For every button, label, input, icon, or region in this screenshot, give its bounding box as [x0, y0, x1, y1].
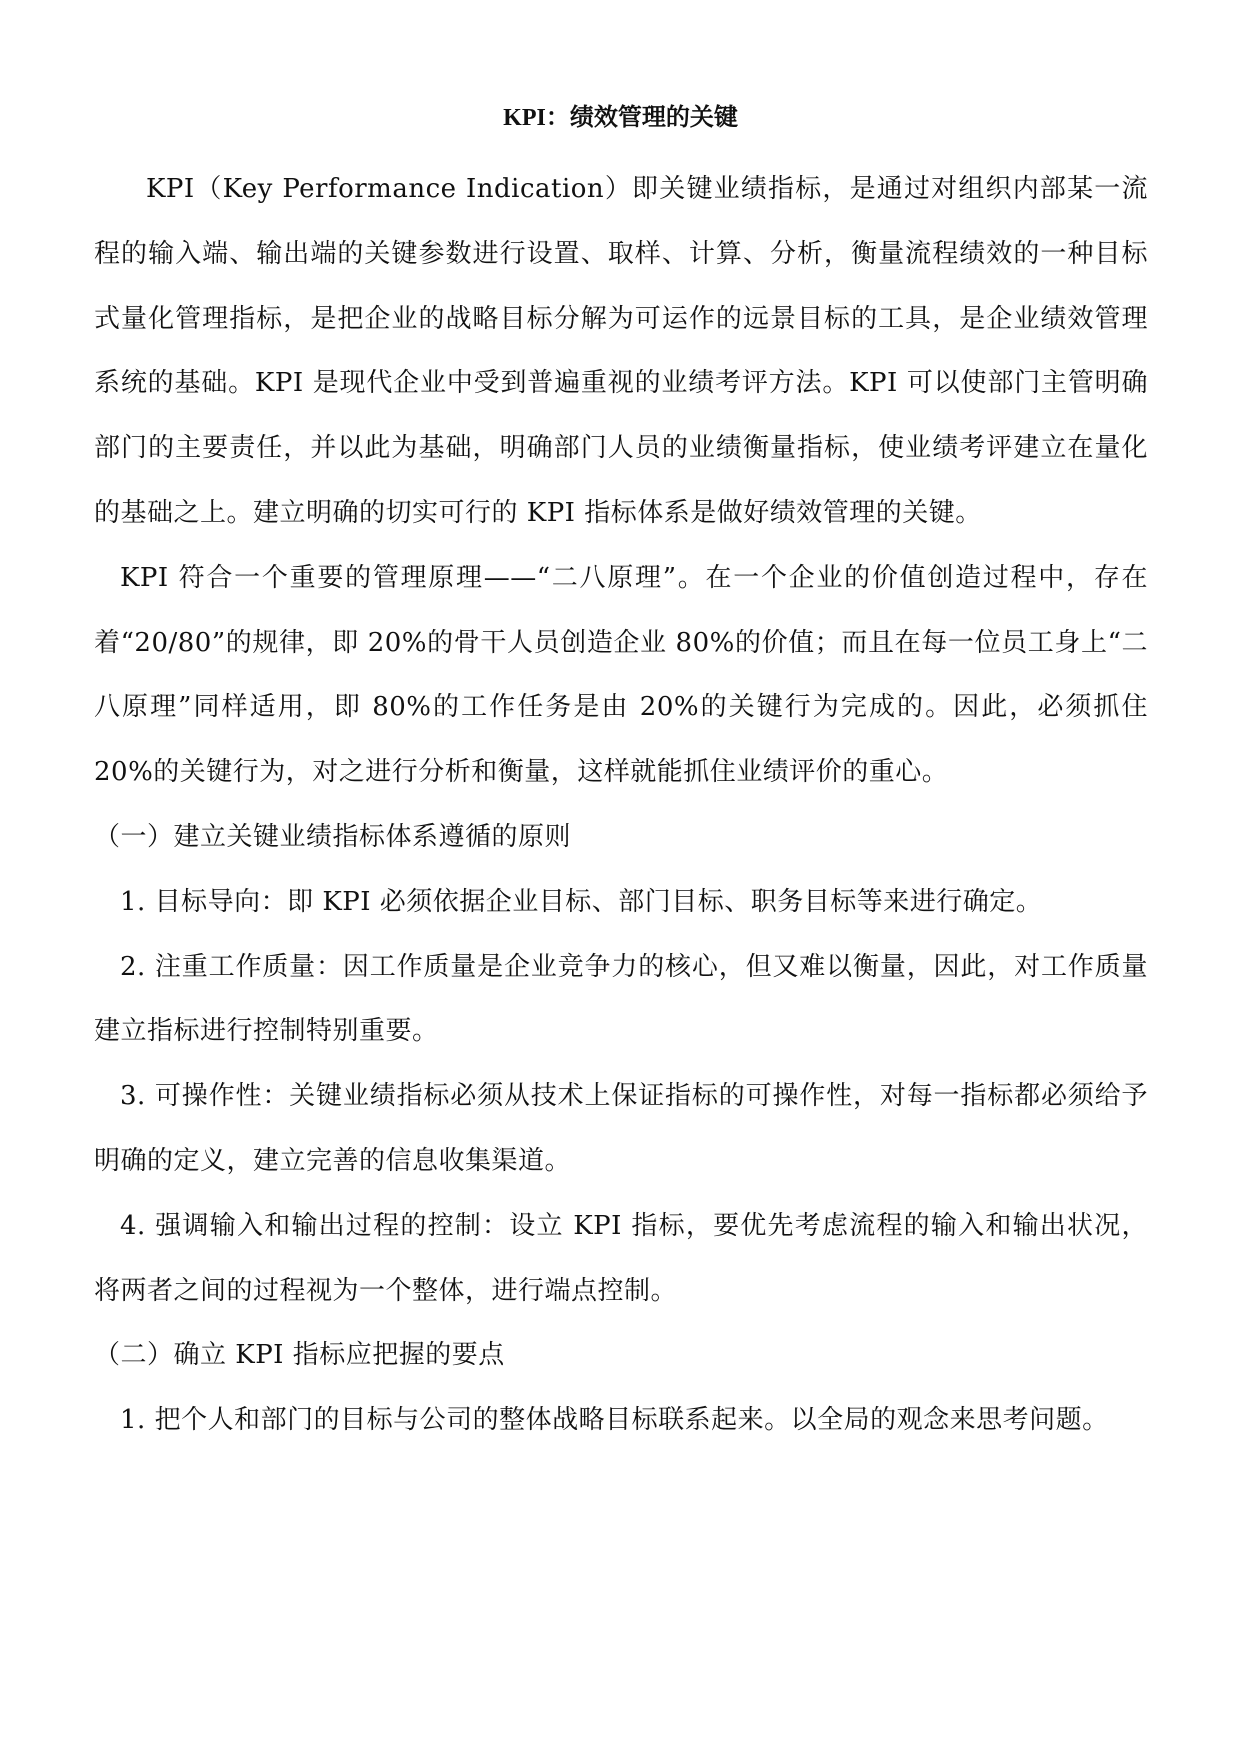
paragraph-pareto-principle: KPI 符合一个重要的管理原理——“二八原理”。在一个企业的价值创造过程中，存在着“20/80”的规律，即 20%的骨干人员创造企业 80%的价值；而且在每一位员工身上“二八原理”同样适用，即 80%的工作任务是由 20%的关键行为完成的。因此，必须抓住 20%的关键行为，对之进行分析和衡量，这样就能抓住业绩评价的重心。: [94, 562, 1148, 788]
list-item-work-quality: 2. 注重工作质量：因工作质量是企业竞争力的核心，但又难以衡量，因此，对工作质量建立指标进行控制特别重要。: [94, 951, 1148, 1047]
list-item-goal-oriented: 1. 目标导向：即 KPI 必须依据企业目标、部门目标、职务目标等来进行确定。: [120, 886, 1043, 917]
list-item-operability: 3. 可操作性：关键业绩指标必须从技术上保证指标的可操作性，对每一指标都必须给予明确的定义，建立完善的信息收集渠道。: [94, 1081, 1148, 1176]
section-heading-key-points: （二）确立 KPI 指标应把握的要点: [94, 1340, 505, 1371]
list-item-process-control: 4. 强调输入和输出过程的控制：设立 KPI 指标，要优先考虑流程的输入和输出状况，将两者之间的过程视为一个整体，进行端点控制。: [94, 1210, 1148, 1306]
list-item-link-goals: 1. 把个人和部门的目标与公司的整体战略目标联系起来。以全局的观念来思考问题。: [120, 1405, 1109, 1436]
paragraph-kpi-definition: KPI（Key Performance Indication）即关键业绩指标，是通过对组织内部某一流程的输入端、输出端的关键参数进行设置、取样、计算、分析，衡量流程绩效的一种目标式量化管理指标，是把企业的战略目标分解为可运作的远景目标的工具，是企业绩效管理系统的基础。KPI 是现代企业中受到普遍重视的业绩考评方法。KPI 可以使部门主管明确部门的主要责任，并以此为基础，明确部门人员的业绩衡量指标，使业绩考评建立在量化的基础之上。建立明确的切实可行的 KPI 指标体系是做好绩效管理的关键。: [94, 174, 1148, 528]
section-heading-principles: （一）建立关键业绩指标体系遵循的原则: [94, 821, 572, 852]
document-title: KPI：绩效管理的关键: [503, 105, 738, 131]
document-body: [94, 157, 1148, 1453]
